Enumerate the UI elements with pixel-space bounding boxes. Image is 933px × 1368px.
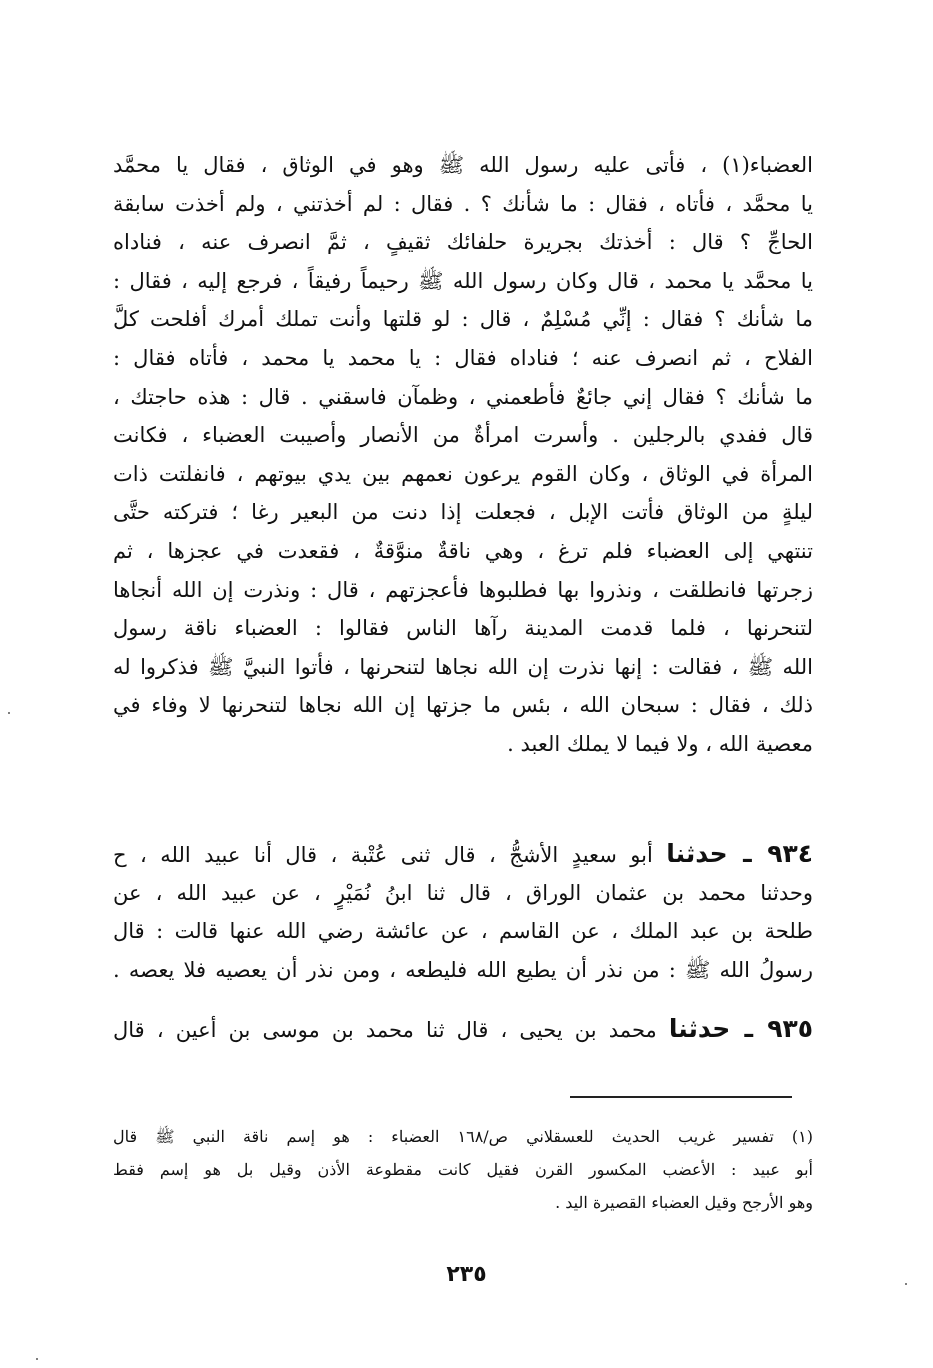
footnote-line: وهو الأرجح وقيل العضباء القصيرة اليد .: [555, 1193, 813, 1212]
scan-speck: [8, 712, 10, 714]
hadith-number-heading: ٩٣٤ ـ حدثنا: [666, 839, 813, 868]
hadith-first-line-text: أبو سعيدٍ الأشجُّ ، قال ثنى عُتْبة ، قال أنا عبيد الله ، ح: [113, 843, 653, 867]
footnote-separator: [570, 1096, 792, 1098]
page-number: ٢٣٥: [446, 1262, 487, 1287]
text-line: يا محمَّد ، فأتاه ، فقال : ما شأنك ؟ . فقال : لم أخذتني ، ولم أخذت سابقة: [113, 191, 813, 216]
text-line: معصية الله ، ولا فيما لا يملك العبد .: [507, 731, 813, 756]
text-line: ما شأنك ؟ فقال إني جائعٌ فأطعمني ، وظمآن فاسقني . قال : هذه حاجتك ،: [113, 384, 813, 409]
hadith-first-line: [113, 835, 813, 874]
paragraph-main: [113, 146, 813, 764]
footnote-line: (١) تفسير غريب الحديث للعسقلاني ص/١٦٨ العضباء : هو إسم ناقة النبي ﷺ قال: [113, 1127, 813, 1146]
text-line: قال ففدي بالرجلين . وأسرت امرأةٌ من الأنصار وأصيبت العضباء ، فكانت: [113, 423, 813, 448]
text-line: رسولُ الله ﷺ : من نذر أن يطيع الله فليطعه ، ومن نذر أن يعصيه فلا يعصه .: [113, 957, 813, 982]
text-line: زجرتها فانطلقت ، ونذروا بها فطلبوها فأعجزتهم ، قال : ونذرت إن الله أنجاها: [113, 577, 813, 602]
text-line: الله ﷺ ، فقالت : إنها نذرت إن الله نجاها لتنحرنها ، فأتوا النبيَّ ﷺ فذكروا له: [113, 654, 813, 679]
scan-speck: [905, 1283, 907, 1285]
text-line: الفلاح ، ثم انصرف عنه ؛ فناداه فقال : يا محمد يا محمد ، فأتاه فقال :: [113, 345, 813, 370]
text-line: وحدثنا محمد بن عثمان الوراق ، قال ثنا ابنُ نُمَيْرٍ ، عن عبيد الله ، عن: [113, 880, 813, 905]
hadith-935: [113, 1010, 813, 1049]
text-line: ما شأنك ؟ فقال : إنِّي مُسْلِمٌ ، قال : لو قلتها وأنت تملك أمرك أفلحت كلَّ: [113, 307, 813, 332]
text-line: ذلك ، فقال : سبحان الله ، بئس ما جزتها إن الله نجاها لتنحرنها لا وفاء في: [113, 693, 813, 718]
footnote-line: أبو عبيد : الأعضب المكسور القرن فقيل كانت مقطوعة الأذن وقيل بل هو إسم فقط: [113, 1160, 813, 1179]
scan-speck: [36, 1358, 38, 1360]
text-line: الحاجِّ ؟ قال : أخذتك بجريرة حلفائك ثقيفٍ ، ثمَّ انصرف عنه ، فناداه: [113, 230, 813, 255]
hadith-first-line-text: محمد بن يحيى ، قال ثنا محمد بن موسى بن أعين ، قال: [113, 1018, 657, 1042]
hadith-number-heading: ٩٣٥ ـ حدثنا: [668, 1014, 813, 1043]
text-line: ليلةٍ من الوثاق فأتت الإبل ، فجعلت إذا دنت من البعير رغا ؛ فتركته حتَّى: [113, 500, 813, 525]
hadith-934: [113, 835, 813, 989]
text-line: تنتهي إلى العضباء فلم ترغ ، وهي ناقةٌ منوَّقةٌ ، فقعدت في عجزها ، ثم: [113, 538, 813, 563]
hadith-first-line: [113, 1010, 813, 1049]
text-line: لتنحرنها ، فلما قدمت المدينة رآها الناس فقالوا : العضباء ناقة رسول: [113, 616, 813, 641]
text-line: المرأة في الوثاق ، وكان القوم يرعون نعمهم بين يدي بيوتهم ، فانفلتت ذات: [113, 461, 813, 486]
text-line: العضباء(١) ، فأتى عليه رسول الله ﷺ وهو في الوثاق ، فقال يا محمَّد: [113, 153, 813, 177]
text-line: يا محمَّد يا محمد ، قال وكان رسول الله ﷺ رحيماً رفيقاً ، فرجع إليه ، فقال :: [113, 268, 813, 293]
footnote: [113, 1120, 813, 1219]
text-line: طلحة بن عبد الملك ، عن القاسم ، عن عائشة رضي الله عنها قالت : قال: [113, 919, 813, 944]
